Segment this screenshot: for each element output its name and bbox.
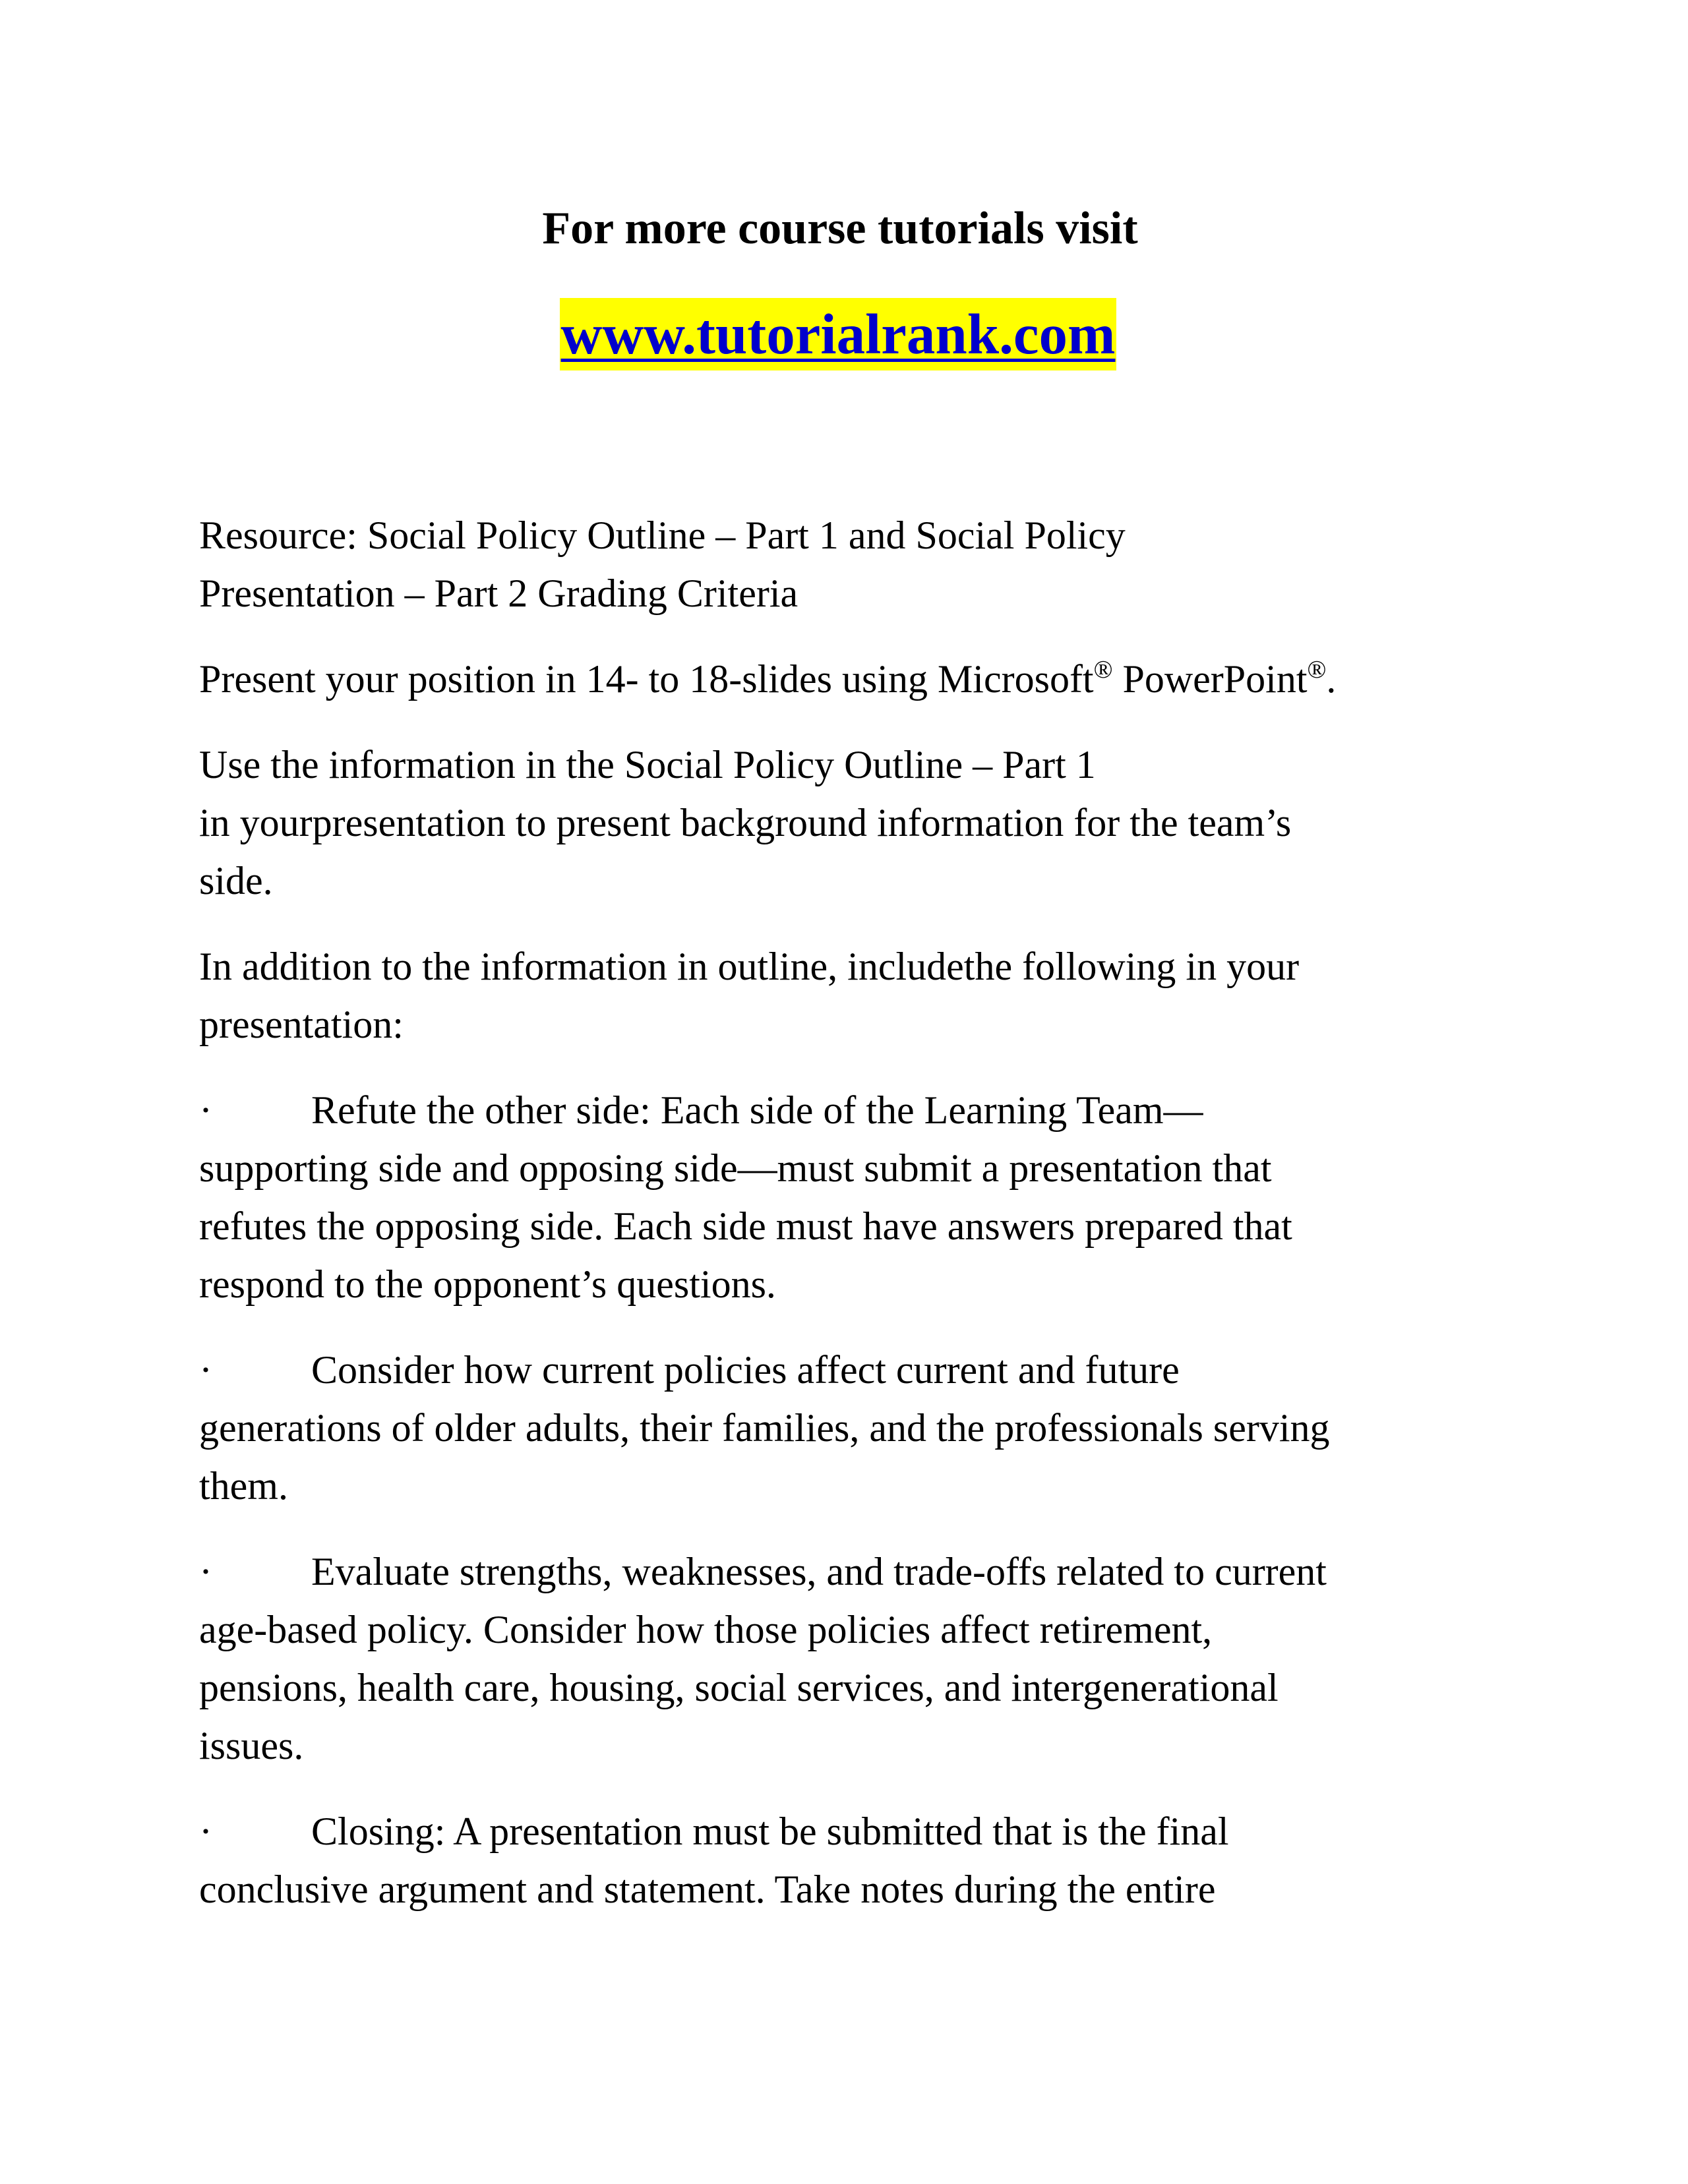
bullet-line: generations of older adults, their families, and the professionals serving — [199, 1406, 1330, 1450]
bullet-line: supporting side and opposing side—must submit a presentation that — [199, 1146, 1272, 1190]
bullet-item — [199, 1081, 1518, 1313]
bullet-line: them. — [199, 1464, 288, 1508]
use-line-3: side. — [199, 859, 273, 902]
header — [0, 199, 1688, 258]
bullet-dot: · — [199, 1810, 212, 1853]
website-link[interactable]: www.tutorialrank.com — [560, 298, 1117, 370]
bullet-dot: · — [199, 1348, 212, 1392]
use-line-1: Use the information in the Social Policy Outline – Part 1 — [199, 743, 1096, 786]
bullet-first-line: Closing: A presentation must be submitted that is the final — [311, 1810, 1229, 1853]
present-mid: PowerPoint — [1112, 657, 1308, 701]
bullet-item — [199, 1543, 1518, 1775]
registered-mark: ® — [1307, 656, 1327, 684]
addition-paragraph — [199, 937, 1518, 1053]
bullet-first-line: Consider how current policies affect current and future — [311, 1348, 1180, 1392]
bullet-first-line: Refute the other side: Each side of the Learning Team— — [311, 1088, 1203, 1132]
addition-line-1: In addition to the information in outline, includethe following in your — [199, 945, 1300, 988]
present-text: Present your position in 14- to 18-slides using Microsoft — [199, 657, 1094, 701]
present-end: . — [1326, 657, 1337, 701]
bullet-dot: · — [199, 1088, 212, 1132]
document-body — [199, 506, 1518, 1946]
header-text: For more course tutorials visit — [542, 203, 1138, 254]
bullet-dot: · — [199, 1550, 212, 1593]
bullet-item — [199, 1341, 1518, 1515]
use-paragraph — [199, 736, 1518, 910]
bullet-first-line: Evaluate strengths, weaknesses, and trade-offs related to current — [311, 1550, 1327, 1593]
bullet-line: respond to the opponent’s questions. — [199, 1262, 776, 1306]
registered-mark: ® — [1093, 656, 1113, 684]
resource-paragraph — [199, 506, 1518, 622]
bullet-line: conclusive argument and statement. Take notes during the entire — [199, 1868, 1216, 1911]
bullet-item — [199, 1802, 1518, 1918]
use-line-2: in yourpresentation to present background information for the team’s — [199, 801, 1292, 844]
resource-line-1: Resource: Social Policy Outline – Part 1 and Social Policy — [199, 514, 1126, 557]
bullet-line: pensions, health care, housing, social services, and intergenerational — [199, 1666, 1279, 1709]
bullet-line: issues. — [199, 1724, 304, 1767]
bullet-line: age-based policy. Consider how those policies affect retirement, — [199, 1608, 1213, 1651]
site-link-container — [0, 298, 1688, 370]
addition-line-2: presentation: — [199, 1003, 404, 1046]
present-paragraph — [199, 650, 1518, 708]
bullet-line: refutes the opposing side. Each side must have answers prepared that — [199, 1204, 1292, 1248]
resource-line-2: Presentation – Part 2 Grading Criteria — [199, 572, 799, 615]
